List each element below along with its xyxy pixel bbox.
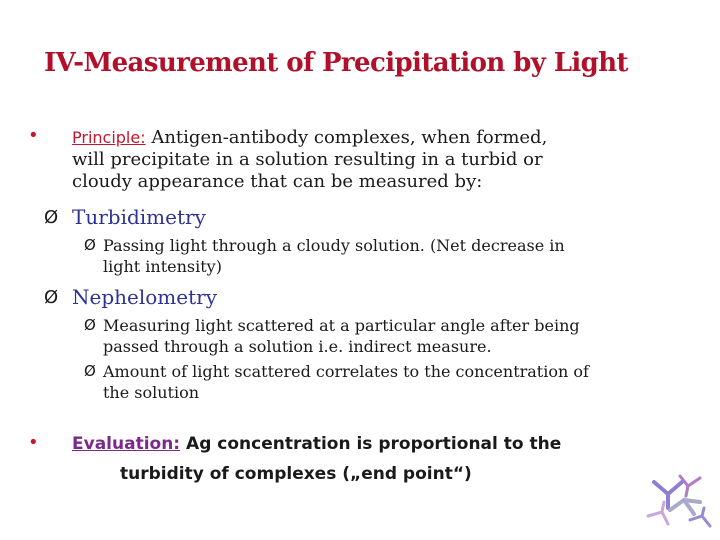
principle-text-1: Antigen-antibody complexes, when formed, [151,127,548,148]
nephelometry-sub2-line-1: Amount of light scattered correlates to the concentration of [103,362,589,381]
principle-line-1 [72,127,547,149]
evaluation-line-2: turbidity of complexes („end point“) [120,464,472,484]
nephelometry-sub1-line-1: Measuring light scattered at a particular angle after being [103,316,580,335]
arrow-bullet-icon: Ø [44,287,59,308]
arrow-bullet-icon: Ø [84,362,96,380]
arrow-bullet-icon: Ø [84,316,96,334]
nephelometry-sub1-line-2: passed through a solution i.e. indirect measure. [103,337,492,356]
arrow-bullet-icon: Ø [84,236,96,254]
nephelometry-sub2-line-2: the solution [103,383,200,402]
turbidimetry-heading: Turbidimetry [72,205,206,229]
bullet-icon: • [28,432,39,453]
turbidimetry-sub-line-1: Passing light through a cloudy solution. (Net decrease in [103,236,565,255]
principle-label: Principle: [72,128,146,147]
antibody-logo-icon [644,472,716,534]
principle-line-3: cloudy appearance that can be measured by: [72,171,483,192]
slide-title: IV-Measurement of Precipitation by Light [44,48,628,78]
turbidimetry-sub-line-2: light intensity) [103,257,222,276]
evaluation-line-1 [72,433,561,455]
arrow-bullet-icon: Ø [44,207,59,228]
principle-line-2: will precipitate in a solution resulting in a turbid or [72,149,543,170]
evaluation-text-1: Ag concentration is proportional to the [186,434,562,454]
bullet-icon: • [28,125,39,146]
nephelometry-heading: Nephelometry [72,285,217,309]
evaluation-label: Evaluation: [72,434,181,454]
